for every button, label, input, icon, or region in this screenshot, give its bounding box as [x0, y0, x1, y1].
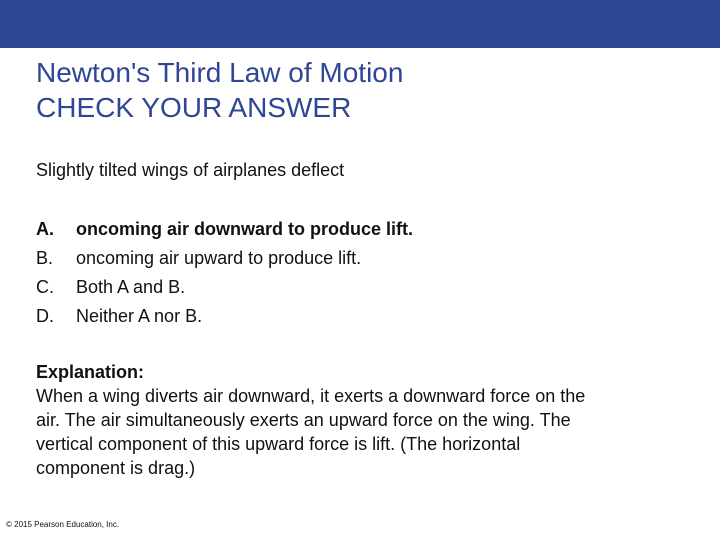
slide-title	[36, 55, 403, 125]
answer-options	[36, 217, 413, 333]
option-c	[36, 275, 413, 304]
option-letter: B.	[36, 248, 54, 268]
copyright-footer: © 2015 Pearson Education, Inc.	[6, 520, 120, 529]
option-text: oncoming air downward to produce lift.	[76, 219, 413, 239]
option-letter: A.	[36, 219, 54, 239]
explanation-line: vertical component of this upward force is lift. (The horizontal	[36, 434, 521, 454]
title-line-2: CHECK YOUR ANSWER	[36, 92, 352, 123]
header-bar	[0, 0, 720, 48]
option-text: Neither A nor B.	[76, 306, 203, 326]
option-a	[36, 217, 413, 246]
option-text: Both A and B.	[76, 277, 186, 297]
option-letter: D.	[36, 306, 54, 326]
explanation	[36, 360, 676, 480]
option-d	[36, 304, 413, 333]
explanation-line: air. The air simultaneously exerts an upward force on the wing. The	[36, 410, 571, 430]
title-line-1: Newton's Third Law of Motion	[36, 57, 404, 88]
option-letter: C.	[36, 277, 54, 297]
option-text: oncoming air upward to produce lift.	[76, 248, 362, 268]
explanation-heading: Explanation:	[36, 362, 145, 382]
explanation-line: When a wing diverts air downward, it exerts a downward force on the	[36, 386, 586, 406]
question-text: Slightly tilted wings of airplanes deflect	[36, 160, 345, 180]
option-b	[36, 246, 413, 275]
explanation-line: component is drag.)	[36, 458, 196, 478]
